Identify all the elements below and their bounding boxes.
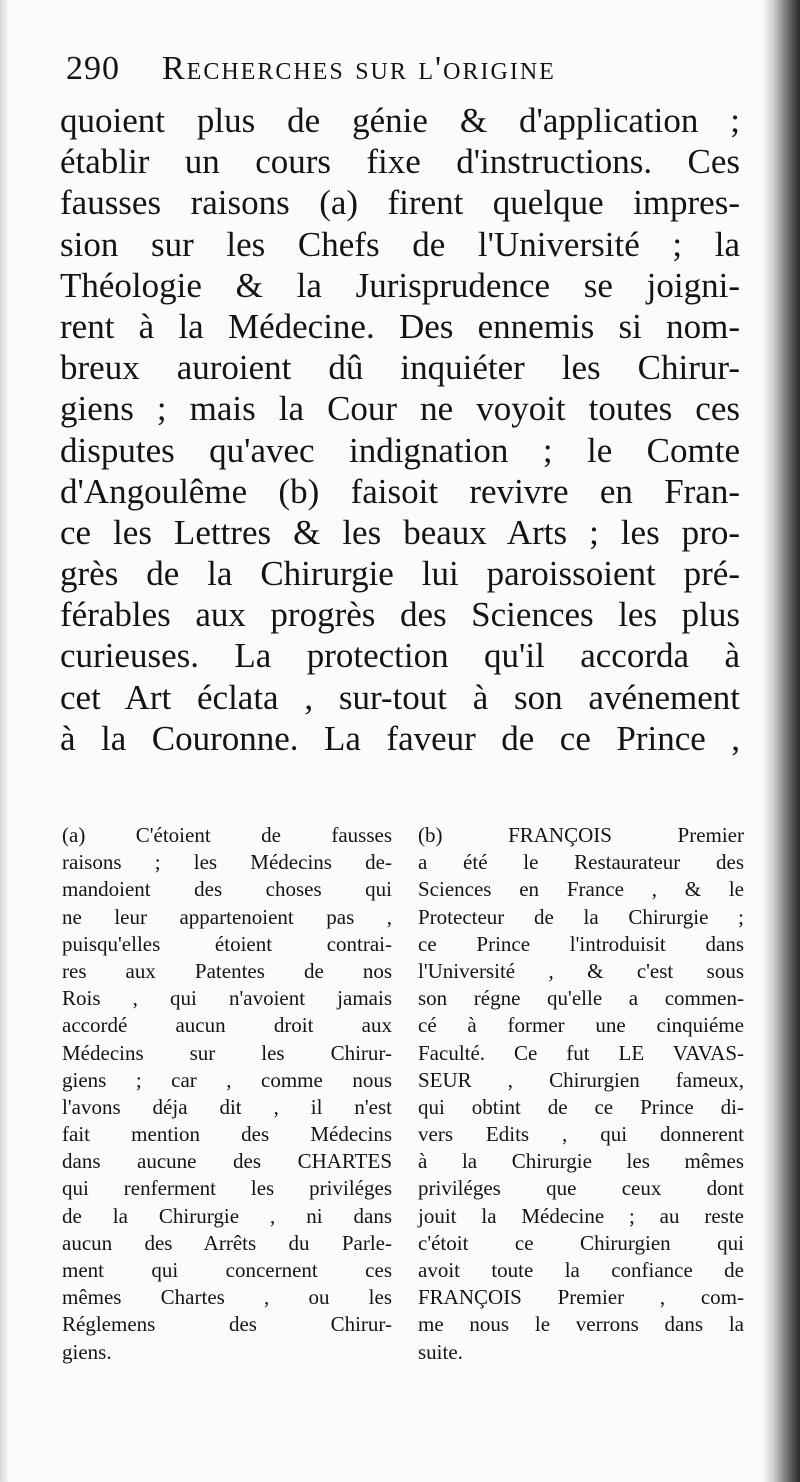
footnote-line: ce Prince l'introduisit dans [418, 931, 744, 956]
footnote-line: à la Chirurgie les mêmes [418, 1149, 744, 1174]
footnote-line: ment qui concernent ces [62, 1258, 392, 1282]
footnote-line: mandoient des choses qui [62, 877, 392, 902]
running-title: Recherches sur l'origine [162, 50, 556, 87]
footnote-line: c'étoit ce Chirurgien qui [418, 1230, 744, 1255]
footnote-line: accordé aucun droit aux [62, 1013, 392, 1038]
footnote-line: giens. [62, 1339, 112, 1364]
footnote-line: (b) FRANÇOIS Premier [418, 823, 744, 847]
footnote-line: puisqu'elles étoient contrai- [62, 931, 392, 956]
footnote-line: FRANÇOIS Premier , com- [418, 1285, 744, 1310]
main-text-line: ce les Lettres & les beaux Arts ; les pro- [60, 512, 740, 552]
page-header [66, 50, 746, 98]
main-text-line: férables aux progrès des Sciences les plus [60, 595, 740, 635]
footnote-line: me nous le verrons dans la [418, 1312, 744, 1337]
main-text-line: Théologie & la Jurisprudence se joigni- [60, 265, 740, 305]
footnote-line: (a) C'étoient de fausses [62, 823, 392, 847]
main-text-line: quoient plus de génie & d'application ; [60, 101, 740, 140]
footnote-line: suite. [418, 1339, 463, 1364]
footnote-line: giens ; car , comme nous [62, 1067, 392, 1092]
footnote-line: Médecins sur les Chirur- [62, 1040, 392, 1065]
footnote-line: res aux Patentes de nos [62, 958, 392, 983]
main-text-line: sion sur les Chefs de l'Université ; la [60, 224, 740, 264]
footnote-line: raisons ; les Médecins de- [62, 850, 392, 875]
footnote-line: vers Edits , qui donnerent [418, 1122, 744, 1147]
main-text-line: giens ; mais la Cour ne voyoit toutes ces [60, 389, 740, 429]
footnote-line: Sciences en France , & le [418, 877, 744, 902]
footnote-line: cé à former une cinquiéme [418, 1013, 744, 1038]
footnote-line: Réglemens des Chirur- [62, 1312, 392, 1337]
footnote-line: mêmes Chartes , ou les [62, 1285, 392, 1310]
footnote-line: SEUR , Chirurgien fameux, [418, 1067, 744, 1092]
page-left-shadow [0, 0, 10, 1482]
main-text-block [60, 100, 740, 759]
main-text-line: grès de la Chirurgie lui paroissoient pré- [60, 554, 740, 594]
footnote-line: de la Chirurgie , ni dans [62, 1203, 392, 1228]
footnote-line: dans aucune des CHARTES [62, 1149, 392, 1174]
footnote-line: avoit toute la confiance de [418, 1258, 744, 1282]
main-text-line: à la Couronne. La faveur de ce Prince , [60, 718, 740, 758]
main-text-line: curieuses. La protection qu'il accorda à [60, 636, 740, 676]
footnote-line: ne leur appartenoient pas , [62, 904, 392, 929]
footnote-line: Rois , qui n'avoient jamais [62, 986, 392, 1011]
main-text-line: cet Art éclata , sur-tout à son avénement [60, 677, 740, 717]
footnote-line: l'Université , & c'est sous [418, 958, 744, 983]
footnote-line: son régne qu'elle a commen- [418, 986, 744, 1011]
main-text-line: rent à la Médecine. Des ennemis si nom- [60, 306, 740, 346]
footnote-line: aucun des Arrêts du Parle- [62, 1230, 392, 1255]
page-number: 290 [66, 50, 120, 87]
footnote-line: a été le Restaurateur des [418, 850, 744, 875]
main-text-line: établir un cours fixe d'instructions. Ces [60, 142, 740, 182]
footnote-b [418, 822, 744, 1366]
footnote-a [62, 822, 392, 1366]
footnote-line: qui obtint de ce Prince di- [418, 1094, 744, 1119]
footnote-line: jouit la Médecine ; au reste [418, 1203, 744, 1228]
footnote-line: Faculté. Ce fut LE VAVAS- [418, 1040, 744, 1065]
page-gutter-shadow [762, 0, 800, 1482]
main-text-line: disputes qu'avec indignation ; le Comte [60, 430, 740, 470]
main-text-line: d'Angoulême (b) faisoit revivre en Fran- [60, 471, 740, 511]
footnote-line: priviléges que ceux dont [418, 1176, 744, 1201]
footnote-line: qui renferment les priviléges [62, 1176, 392, 1201]
footnote-line: l'avons déja dit , il n'est [62, 1094, 392, 1119]
main-text-line: fausses raisons (a) firent quelque impres- [60, 183, 740, 223]
footnote-line: fait mention des Médecins [62, 1122, 392, 1147]
main-text-line: breux auroient dû inquiéter les Chirur- [60, 348, 740, 388]
footnote-line: Protecteur de la Chirurgie ; [418, 904, 744, 929]
